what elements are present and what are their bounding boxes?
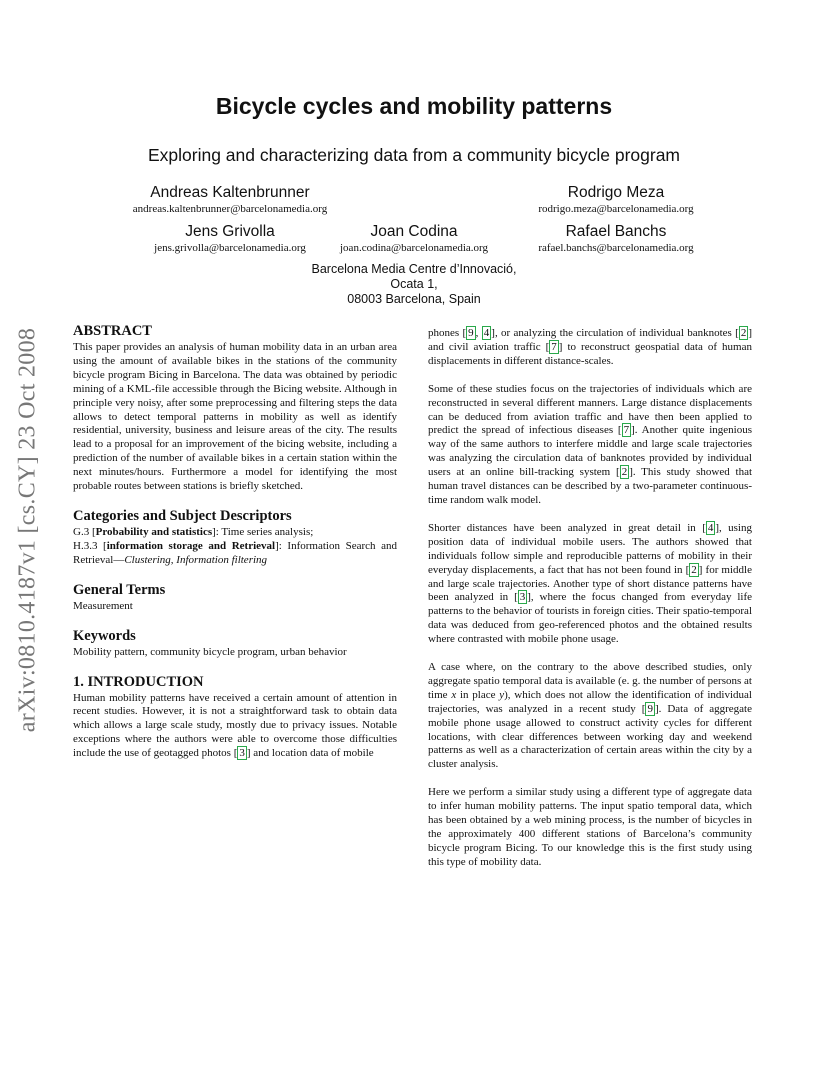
category-italic: Clustering, Information filtering [124, 553, 268, 566]
arxiv-stamp-text: arXiv:0810.4187v1 [cs.CY] 23 Oct 2008 [14, 327, 41, 733]
category-rest: ]: Information Search and Retrieval— [73, 539, 397, 566]
text-run: and civil aviation traffic [428, 340, 546, 353]
category-bold: Probability and statistics [95, 525, 213, 538]
text-run: . This study showed that human travel distances can be described by a two-parameter continuous-time random walk model. [428, 466, 753, 506]
author-name: Rodrigo Meza [567, 184, 665, 201]
affiliation-line: Ocata 1, [390, 277, 438, 291]
paragraph: phones [ 9 , 4 ], or analyzing the circulation of individual banknotes [ 2 ] and civil aviation traffic [ 7 ] to reconstruct geospatial data of human displacements in different distance-scales. [428, 327, 752, 367]
author-name: Joan Codina [370, 223, 458, 240]
text-run: in place [456, 688, 500, 701]
text-run: Some of these studies focus on the trajectories of individuals which are reconstructed in several different manners. Large distance displacements can be deduced from aviation traffic and have then been applied to predict the spread of infectious diseases [428, 382, 752, 437]
author-name: Jens Grivolla [185, 223, 275, 240]
author-email: andreas.kaltenbrunner@barcelonamedia.org [132, 203, 328, 215]
paragraph: Some of these studies focus on the trajectories of individuals which are reconstructed in several different manners. Large distance displacements can be deduced from aviation traffic and have then been applied to predict the spread of infectious diseases [ 7 ]. Another quite ingenious way of the same authors to interfere middle and large scale trajectories was analyzing the circulation data of banknotes provided by individual users at an online bill-tracking system [ 2 ]. This study showed that human travel distances can be described by a two-parameter continuous-time random walk model. [428, 382, 753, 506]
citation-link[interactable]: 4 [483, 327, 490, 339]
author-email: joan.codina@barcelonamedia.org [340, 242, 488, 254]
text-run: and location data of mobile [250, 747, 374, 760]
text-run: , or analyzing the circulation of individual banknotes [494, 327, 736, 339]
author-block [496, 222, 736, 255]
category-code: G.3 [ [73, 525, 96, 538]
abstract-heading: ABSTRACT [73, 323, 152, 339]
text-run: to reconstruct geospatial data of human displacements in different distance-scales. [428, 340, 752, 367]
text-run: ), which does not allow the identification of individual trajectories, was analyzed in a recent study [428, 688, 752, 715]
text-run: Shorter distances have been analyzed in great detail in [428, 521, 703, 534]
author-email: jens.grivolla@barcelonamedia.org [154, 242, 306, 254]
citation-link[interactable]: 7 [551, 340, 557, 353]
citation-link[interactable]: 2 [691, 563, 697, 576]
abstract-text: This paper provides an analysis of human mobility data in an urban area using the amount of available bikes in the stations of the community bicycle program Bicing in Barcelona. The data was obtained by periodic mining of a KML-file accessible through the Bicing website. Although in principle very noisy, after some preprocessing and filtering steps the data allows to detect temporal patterns in mobility as well as identify residential, university, business and leisure areas of the city. The results lead to a proposal for an improvement of the bicing website, including a prediction of the number of available bikes in a certain station within the next minutes/hours. Furthermore a model for identifying the most probable routes between stations is briefly sketched. [73, 341, 397, 493]
text-run: for middle and large scale trajectories. Another type of short distance patterns have been analyzed in [428, 563, 752, 604]
citation-link[interactable]: 3 [239, 747, 245, 760]
citation-link[interactable]: 2 [740, 327, 747, 339]
math-var: x [451, 688, 457, 701]
citation-link[interactable]: 7 [623, 424, 630, 437]
arxiv-stamp [8, 300, 48, 760]
author-email: rodrigo.meza@barcelonamedia.org [538, 203, 694, 215]
general-terms-text: Measurement [73, 599, 133, 612]
categories-heading: Categories and Subject Descriptors [73, 507, 292, 524]
citation-link[interactable]: 4 [707, 521, 714, 534]
text-run: A case where, on the contrary to the above described studies, only aggregate spatio temporal data is available (e. g. the number of persons at time [428, 661, 752, 701]
text-run: , where the focus changed from everyday life patterns to the behavior of tourists in foreign cities. Their spatio-temporal data was deduced from geo-referenced photos and the obtained results where contrasted with mobile phone usage. [428, 591, 753, 646]
text-run: Human mobility patterns have received a certain amount of attention in recent studies. However, it is not a straightforward task to obtain data which allows a large scale study, mostly due to privacy issues. Notable exceptions where the authors were able to overcome those difficulties include the use of geotagged photos [73, 691, 397, 760]
author-block [496, 183, 736, 216]
citation-link[interactable]: 2 [621, 466, 628, 479]
category-code: H.3.3 [ [73, 539, 107, 552]
category-bold: information storage and Retrieval [106, 539, 276, 552]
categories-text [73, 526, 397, 568]
text-run: phones [428, 327, 463, 339]
affiliation [0, 262, 828, 307]
general-terms-heading: General Terms [73, 581, 166, 598]
left-column [73, 323, 397, 761]
paragraph: Shorter distances have been analyzed in great detail in [ 4 ], using position data of individual mobile users. The authors showed that individuals follow simple and reproducible patterns of mobility in their everyday displacements, a fact that has not been found in [ 2 ] for middle and large scale trajectories. Another type of short distance patterns have been analyzed in [ 3 ], where the focus changed from everyday life patterns to the behavior of tourists in foreign cities. Their spatio-temporal data was deduced from geo-referenced photos and the obtained results where contrasted with mobile phone usage. [428, 521, 753, 646]
text-run: , using position data of individual mobile users. The authors showed that individuals follow simple and reproducible patterns of mobility in their everyday displacements, a fact that has not been found in [428, 521, 752, 576]
keywords-heading: Keywords [73, 627, 136, 644]
text-run: . Another quite ingenious way of the same authors to interfere middle and large scale trajectories was analyzing the circulation data of banknotes provided by individual users at an online bill-tracking system [428, 424, 752, 479]
introduction-heading: 1. INTRODUCTION [73, 673, 204, 690]
affiliation-line: Barcelona Media Centre d’Innovació, [311, 262, 517, 276]
citation-link[interactable]: 9 [647, 702, 653, 715]
paragraph: Here we perform a similar study using a different type of aggregate data to infer human mobility patterns. The input spatio temporal data, which has been obtained by a web mining process, is the number of bicycles in the approximately 400 different stations of Barcelona’s community bicycle program Bicing. To our knowledge this is the first study using this type of mobility data. [428, 786, 752, 868]
citation-link[interactable]: 3 [519, 591, 526, 604]
author-email: rafael.banchs@barcelonamedia.org [538, 242, 694, 254]
author-block [303, 222, 525, 255]
paragraph: A case where, on the contrary to the above described studies, only aggregate spatio temporal data is available (e. g. the number of persons at time x in place y), which does not allow the identification of individual trajectories, was analyzed in a recent study [ 9 ]. Data of aggregate mobile phone usage allowed to construct activity cycles for different locations, with clear differences between working day and weekend patterns as well as a characterization of certain areas within the city by a cluster analysis. [428, 661, 752, 771]
math-var: y [499, 688, 505, 701]
author-name: Andreas Kaltenbrunner [150, 184, 310, 201]
category-rest: ]: Time series analysis; [212, 525, 314, 538]
affiliation-line: 08003 Barcelona, Spain [347, 292, 481, 306]
right-column [428, 327, 752, 870]
author-name: Rafael Banchs [565, 223, 667, 240]
author-block [110, 183, 350, 216]
paper-subtitle: Exploring and characterizing data from a community bicycle program [147, 145, 681, 165]
citation-link[interactable]: 9 [468, 327, 474, 339]
text-run: . Data of aggregate mobile phone usage allowed to construct activity cycles for different locations, with clear differences between working day and weekend patterns as well as a characterization of certain areas within the city by a cluster analysis. [428, 702, 752, 771]
paper-title: Bicycle cycles and mobility patterns [215, 93, 613, 119]
introduction-paragraph: Human mobility patterns have received a certain amount of attention in recent studies. However, it is not a straightforward task to obtain data which allows a large scale study, mostly due to privacy issues. Notable exceptions where the authors were able to overcome those difficulties include the use of geotagged photos [ 3 ] and location data of mobile [73, 691, 397, 760]
keywords-text: Mobility pattern, community bicycle program, urban behavior [73, 645, 347, 658]
